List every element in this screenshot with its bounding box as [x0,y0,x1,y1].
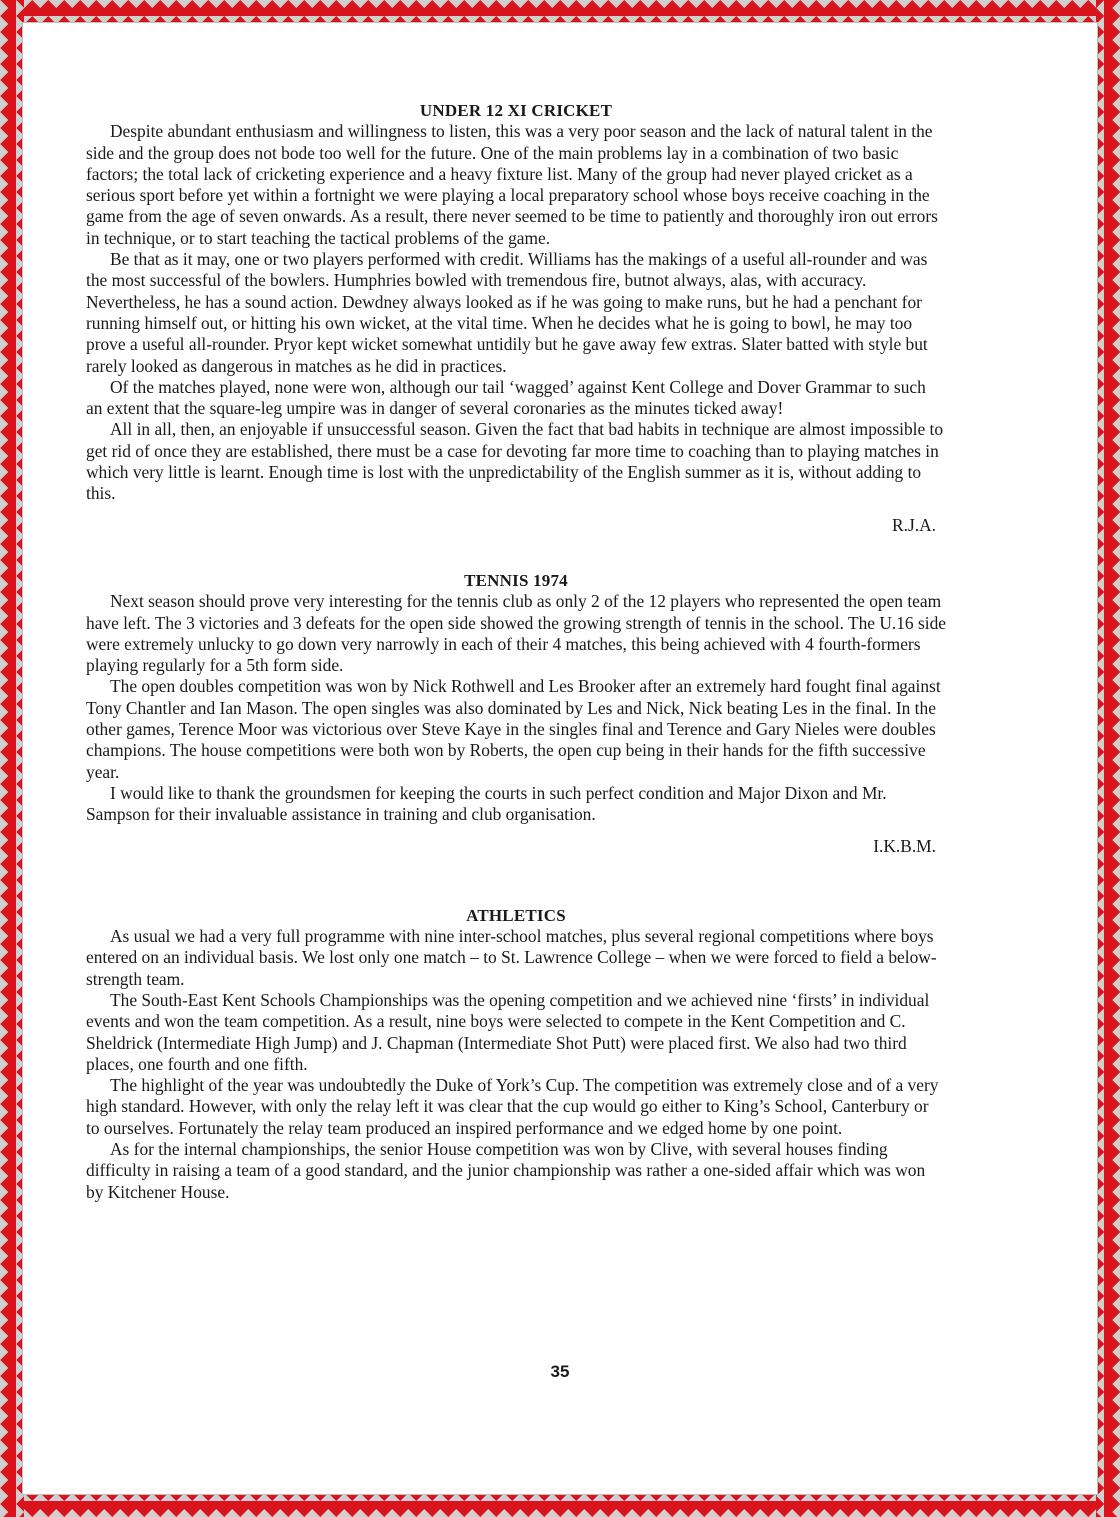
section-cricket [86,100,946,536]
paragraph: The highlight of the year was undoubtedly the Duke of York’s Cup. The competition was extremely close and of a very high standard. However, with only the relay left it was clear that the cup would go either to King’s School, Canterbury or to ourselves. Fortunately the relay team produced an inspired performance and we edged home by one point. [86,1075,939,1138]
decorative-border-top [0,0,1120,24]
paragraph: As for the internal championships, the senior House competition was won by Clive, with several houses finding difficulty in raising a team of a good standard, and the junior championship was rather a one-sided affair which was won by Kitchener House. [86,1139,926,1202]
section-tennis [86,570,946,857]
section-title: ATHLETICS [466,905,566,925]
paragraph: As usual we had a very full programme with nine inter-school matches, plus several regional competitions where boys entered on an individual basis. We lost only one match – to St. Lawrence College – when we were forced to field a below-strength team. [86,926,937,989]
decorative-border-right [1096,0,1120,1517]
paragraph: The open doubles competition was won by Nick Rothwell and Les Brooker after an extremely hard fought final against Tony Chantler and Ian Mason. The open singles was also dominated by Les and Nick, Nick beating Les in the final. In the other games, Terence Moor was victorious over Steve Kaye in the singles final and Terence and Gary Nieles were doubles champions. The house competitions were both won by Roberts, the open cup being in their hands for the fifth successive year. [86,676,941,782]
decorative-border-bottom [0,1493,1120,1517]
paragraph: Despite abundant enthusiasm and willingness to listen, this was a very poor season and the lack of natural talent in the side and the group does not bode too well for the future. One of the main problems lay in a combination of two basic factors; the total lack of cricketing experience and a heavy fixture list. Many of the group had never played cricket as a serious sport before yet within a fortnight we were playing a local preparatory school whose boys receive coaching in the game from the age of seven onwards. As a result, there never seemed to be time to patiently and thoroughly iron out errors in technique, or to start teaching the tactical problems of the game. [86,121,938,248]
paragraph: All in all, then, an enjoyable if unsuccessful season. Given the fact that bad habits in technique are almost impossible to get rid of once they are established, there must be a case for devoting far more time to coaching than to playing matches in which very little is learnt. Enough time is lost with the unpredictability of the English summer as it is, without adding to this. [86,419,944,504]
paragraph: I would like to thank the groundsmen for keeping the courts in such perfect condition and Major Dixon and Mr. Sampson for their invaluable assistance in training and club organisation. [86,782,887,825]
decorative-border-left [0,0,24,1517]
section-title: UNDER 12 XI CRICKET [419,101,613,120]
paragraph: Be that as it may, one or two players performed with credit. Williams has the makings of a useful all-rounder and was the most successful of the bowlers. Humphries bowled with tremendous fire, butnot always, alas, with accuracy. Nevertheless, he has a sound action. Dewdney always looked as if he was going to make runs, but he had a penchant for running himself out, or hitting his own wicket, at the vital time. When he decides what he is going to bowl, he may too prove a useful all-rounder. Pryor kept wicket somewhat untidily but he gave away few extras. Slater batted with style but rarely looked as dangerous in matches as he did in practices. [86,249,928,376]
author-signature: I.K.B.M. [873,835,936,856]
paragraph: Of the matches played, none were won, although our tail ‘wagged’ against Kent College and Dover Grammar to such an extent that the square-leg umpire was in danger of several coronaries as the minutes ticked away! [86,376,926,419]
article-body [86,100,946,1203]
section-title: TENNIS 1974 [464,570,568,590]
author-signature: R.J.A. [892,514,936,535]
paragraph: Next season should prove very interesting for the tennis club as only 2 of the 12 players who represented the open team have left. The 3 victories and 3 defeats for the open side showed the growing strength of tennis in the school. The U.16 side were extremely unlucky to go down very narrowly in each of their 4 matches, this being achieved with 4 fourth-formers playing regularly for a 5th form side. [86,591,946,676]
section-athletics [86,905,946,1203]
paragraph: The South-East Kent Schools Championships was the opening competition and we achieved nine ‘firsts’ in individual events and won the team competition. As a result, nine boys were selected to compete in the Kent Competition and C. Sheldrick (Intermediate High Jump) and J. Chapman (Intermediate Shot Putt) were placed first. We also had two third places, one fourth and one fifth. [86,989,930,1074]
page-number: 35 [550,1362,570,1381]
